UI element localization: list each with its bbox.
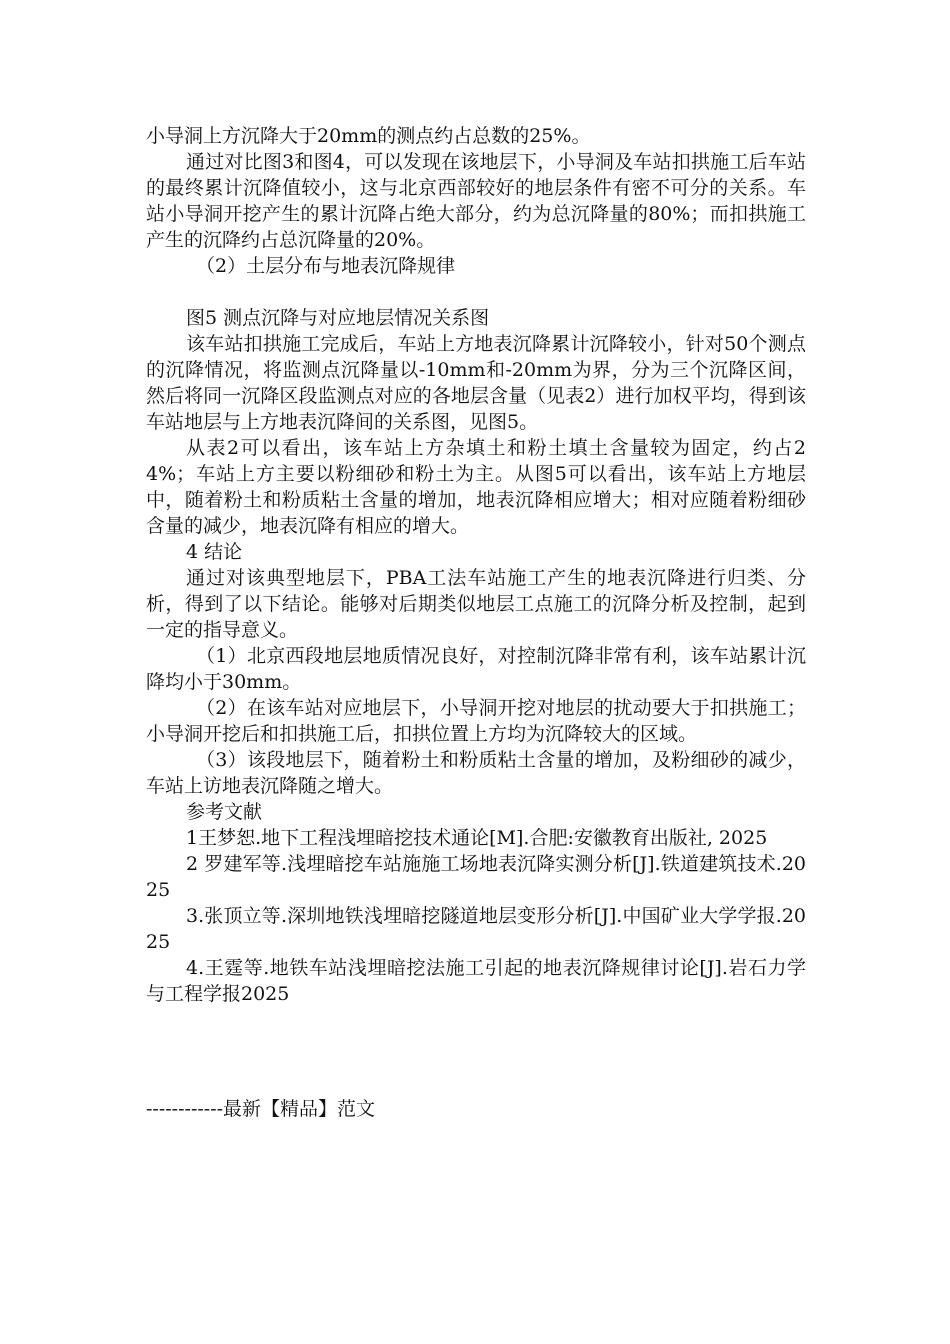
paragraph-comparison: 通过对比图3和图4，可以发现在该地层下，小导洞及车站扣拱施工后车站的最终累计沉降值较小，这与北京西部较好的地层条件有密不可分的关系。车站小导洞开挖产生的累计沉降占绝大部分，约为总沉降量的80%；而扣拱施工产生的沉降约占总沉降量的20%。 xyxy=(146,151,806,251)
document-body xyxy=(146,123,806,1007)
section-heading-conclusion: 4 结论 xyxy=(186,541,243,563)
section-heading-soil-distribution: （2）土层分布与地表沉降规律 xyxy=(196,255,456,277)
references-heading: 参考文献 xyxy=(186,801,263,823)
paragraph-table-analysis: 从表2可以看出，该车站上方杂填土和粉土填土含量较为固定，约占24%；车站上方主要以粉细砂和粉土为主。从图5可以看出，该车站上方地层中，随着粉土和粉质粘土含量的增加，地表沉降相应增大；相对应随着粉细砂含量的减少，地表沉降有相应的增大。 xyxy=(146,437,806,537)
reference-item-2: 2 罗建军等.浅埋暗挖车站施施工场地表沉降实测分析[J].铁道建筑技术.2025 xyxy=(146,853,806,901)
conclusion-item-3: （3）该段地层下，随着粉土和粉质粘土含量的增加，及粉细砂的减少，车站上访地表沉降随之增大。 xyxy=(146,749,806,797)
conclusion-item-2: （2）在该车站对应地层下，小导洞开挖对地层的扰动要大于扣拱施工；小导洞开挖后和扣拱施工后，扣拱位置上方均为沉降较大的区域。 xyxy=(146,697,806,745)
reference-item-1: 1王梦恕.地下工程浅埋暗挖技术通论[M].合肥:安徽教育出版社, 2025 xyxy=(186,827,768,849)
reference-item-3: 3.张顶立等.深圳地铁浅埋暗挖隧道地层变形分析[J].中国矿业大学学报.2025 xyxy=(146,905,806,953)
figure-caption: 图5 测点沉降与对应地层情况关系图 xyxy=(186,307,490,329)
figure-placeholder-gap xyxy=(146,279,806,305)
paragraph-settlement-analysis: 该车站扣拱施工完成后，车站上方地表沉降累计沉降较小，针对50个测点的沉降情况，将监测点沉降量以-10mm和-20mm为界，分为三个沉降区间，然后将同一沉降区段监测点对应的各地层含量（见表2）进行加权平均，得到该车站地层与上方地表沉降间的关系图，见图5。 xyxy=(146,333,806,433)
conclusion-item-1: （1）北京西段地层地质情况良好，对控制沉降非常有利，该车站累计沉降均小于30mm。 xyxy=(146,645,806,693)
page-footer: ------------最新【精品】范文 xyxy=(146,1098,376,1120)
reference-item-4: 4.王霆等.地铁车站浅埋暗挖法施工引起的地表沉降规律讨论[J].岩石力学与工程学报2025 xyxy=(146,957,806,1005)
paragraph-conclusion-intro: 通过对该典型地层下，PBA工法车站施工产生的地表沉降进行归类、分析，得到了以下结论。能够对后期类似地层工点施工的沉降分析及控制，起到一定的指导意义。 xyxy=(146,567,806,641)
paragraph-continuation: 小导洞上方沉降大于20mm的测点约占总数的25%。 xyxy=(146,125,591,147)
